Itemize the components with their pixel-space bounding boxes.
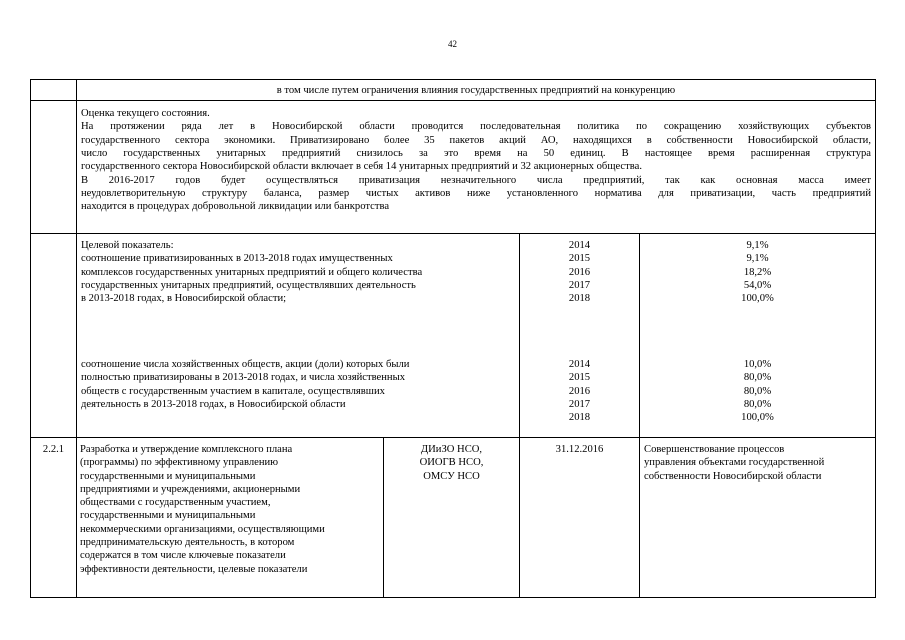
year: 2015 — [568, 372, 591, 384]
item-description — [80, 443, 380, 576]
description-line: эффективности деятельности, целевые показатели — [80, 563, 308, 575]
value: 100,0% — [741, 412, 774, 424]
value: 54,0% — [743, 279, 772, 291]
assessment-line: На протяжении ряда лет в Новосибирской области проводится последовательная политика по сокращению хозяйствующих субъектов — [81, 121, 871, 133]
result-line: управления объектами государственной — [644, 457, 825, 469]
col-divider — [76, 80, 77, 597]
assessment-line: число государственных унитарных предприятий снизилось за это время на 50 единиц. В настоящее время расширенная структура — [81, 147, 871, 159]
value: 100,0% — [741, 293, 774, 305]
indicator-years — [520, 358, 639, 424]
year: 2016 — [568, 385, 591, 397]
year: 2018 — [568, 293, 591, 305]
indicator-line: полностью приватизированы в 2013-2018 годах, и числа хозяйственных — [81, 372, 405, 384]
indicator-line: государственных унитарных предприятий, осуществлявших деятельность — [81, 279, 416, 291]
description-line: государственными и муниципальными — [80, 510, 256, 522]
indicator-line: деятельность в 2013-2018 годах, в Новосибирской области — [81, 398, 346, 410]
description-line: обществами с государственным участием, — [80, 497, 271, 509]
item-result — [644, 443, 874, 483]
indicator-heading: Целевой показатель: — [81, 240, 174, 251]
value: 9,1% — [746, 253, 769, 265]
description-line: (программы) по эффективному управлению — [80, 457, 279, 469]
year: 2018 — [568, 412, 591, 424]
value: 80,0% — [743, 372, 772, 384]
value: 9,1% — [746, 240, 769, 251]
year: 2017 — [568, 398, 591, 410]
description-line: некоммерческими организациями, осуществляющими — [80, 523, 325, 535]
result-line: собственности Новосибирской области — [644, 470, 822, 482]
indicator-line: в 2013-2018 годах, в Новосибирской области; — [81, 293, 287, 305]
year: 2014 — [568, 240, 591, 251]
responsible-line: ОМСУ НСО — [423, 470, 480, 482]
year: 2014 — [568, 359, 591, 370]
description-line: Разработка и утверждение комплексного плана — [80, 444, 293, 455]
assessment-line: находится в процедурах добровольной ликвидации или банкротства — [81, 201, 390, 213]
item-deadline: 31.12.2016 — [555, 444, 604, 455]
row-divider — [31, 100, 875, 101]
indicator-years — [520, 239, 639, 305]
assessment-line: В 2016-2017 годов будет осуществляться приватизация незначительного числа предприятий, так как основная масса имеет — [81, 174, 871, 186]
item-number: 2.2.1 — [42, 444, 65, 455]
assessment-line: неудовлетворительную структуру баланса, размер чистых активов ниже установленного норматива для приватизации, часть предприятий — [81, 187, 871, 199]
value: 80,0% — [743, 385, 772, 397]
row-divider — [31, 437, 875, 438]
description-line: содержатся в том числе ключевые показатели — [80, 550, 286, 562]
value: 10,0% — [743, 359, 772, 370]
indicator-line: соотношение числа хозяйственных обществ, акции (доли) которых были — [81, 359, 410, 370]
page-number: 42 — [448, 39, 457, 49]
assessment-line: государственного сектора экономики. Приватизировано более 35 пакетов акций АО, находящихся в собственности Новосибирской области, — [81, 134, 871, 146]
item-responsible — [384, 443, 519, 483]
indicator-line: комплексов государственных унитарных предприятий и общего количества — [81, 266, 423, 278]
value: 18,2% — [743, 266, 772, 278]
year: 2016 — [568, 266, 591, 278]
result-line: Совершенствование процессов — [644, 444, 785, 455]
assessment-line: государственного сектора Новосибирской области включает в себя 14 унитарных предприятий и 32 акционерных общества. — [81, 161, 642, 173]
assessment-title: Оценка текущего состояния. — [81, 108, 210, 119]
indicator-line: соотношение приватизированных в 2013-2018 годах имущественных — [81, 253, 393, 265]
row-divider — [31, 233, 875, 234]
plan-table — [30, 79, 876, 598]
indicator-line: обществ с государственным участием в капитале, осуществлявших — [81, 385, 385, 397]
year: 2017 — [568, 279, 591, 291]
description-line: государственными и муниципальными — [80, 470, 256, 482]
year: 2015 — [568, 253, 591, 265]
value: 80,0% — [743, 398, 772, 410]
indicator-values — [640, 239, 875, 305]
responsible-line: ДИиЗО НСО, — [420, 444, 483, 455]
section-header: в том числе путем ограничения влияния государственных предприятий на конкуренцию — [276, 85, 676, 96]
indicator-values — [640, 358, 875, 424]
description-line: предприятиями и учреждениями, акционерными — [80, 483, 301, 495]
responsible-line: ОИОГВ НСО, — [419, 457, 484, 469]
description-line: предпринимательскую деятельность, в котором — [80, 537, 295, 549]
